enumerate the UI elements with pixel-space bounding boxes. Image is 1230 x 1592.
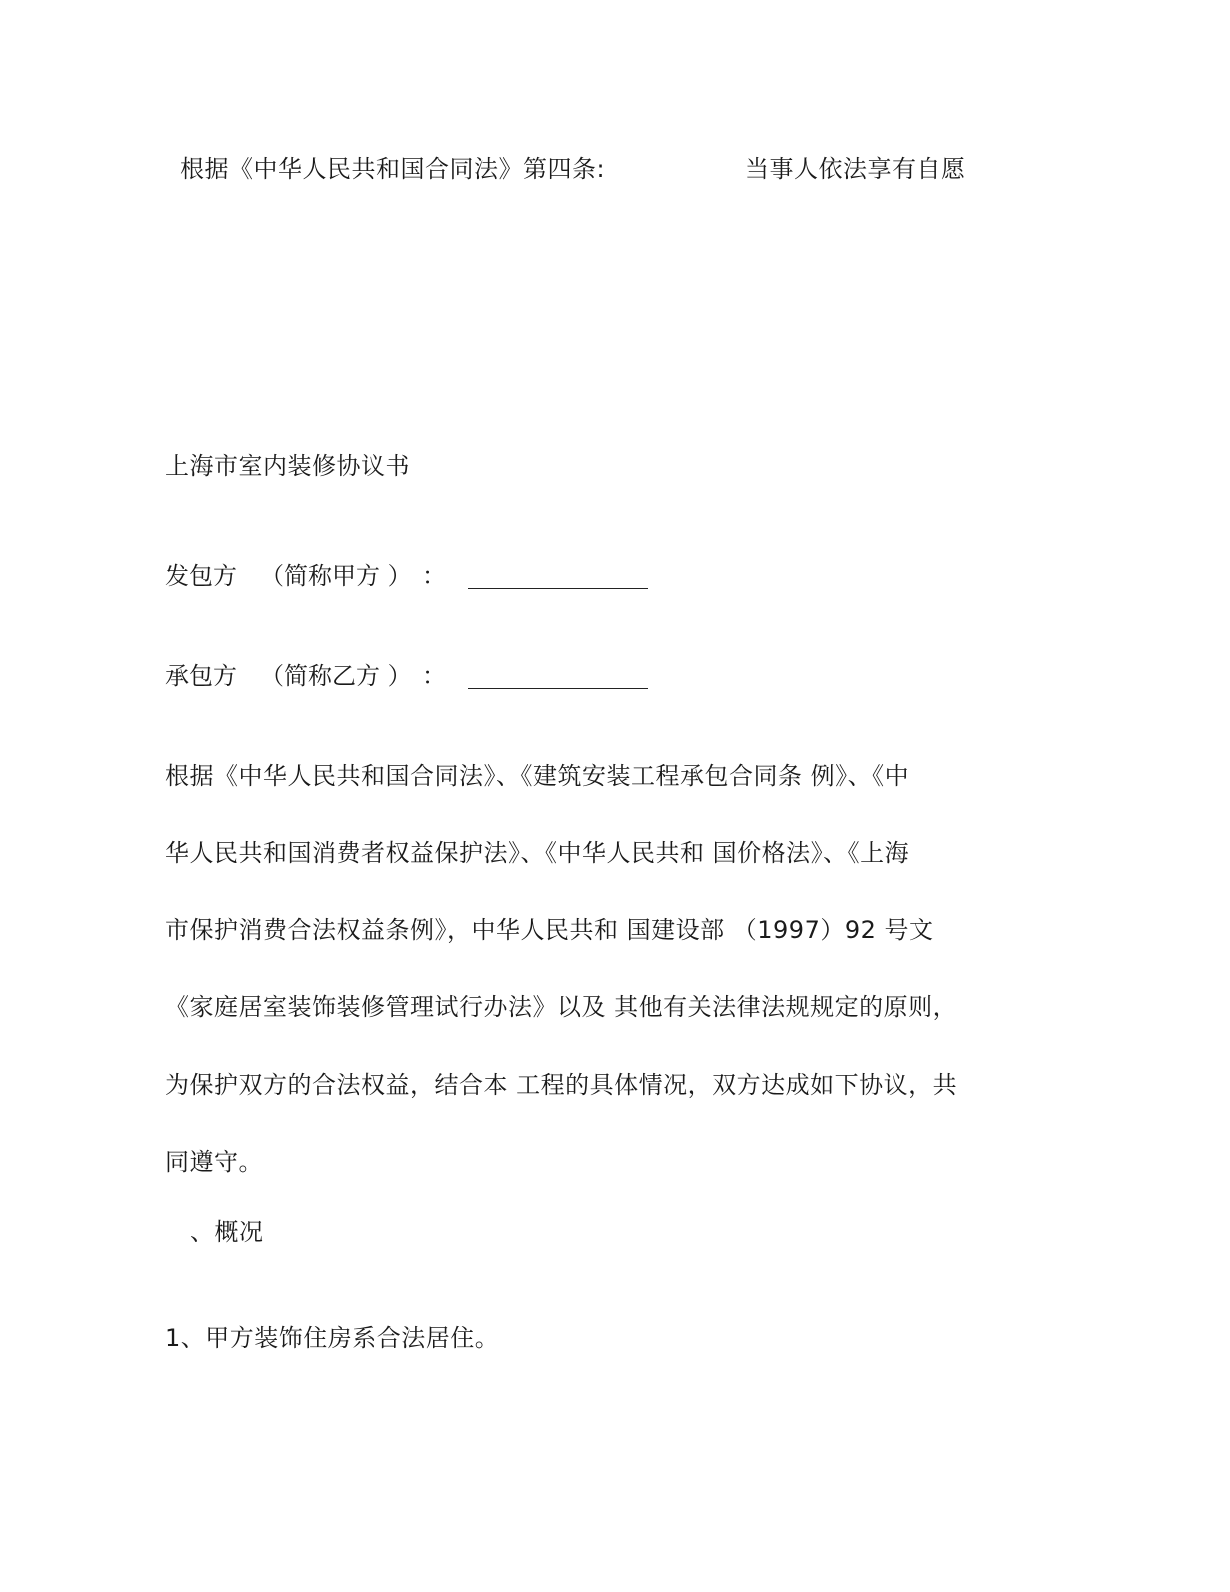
document-title: 上海市室内装修协议书	[165, 452, 410, 480]
paragraph-line: 《家庭居室装饰装修管理试行办法》以及 其他有关法律法规规定的原则，	[165, 993, 958, 1021]
section-heading: 、概况	[190, 1218, 264, 1246]
paragraph-line: 同遵守。	[165, 1148, 263, 1176]
paragraph-line: 市保护消费合法权益条例》，中华人民共和 国建设部 （1997）92 号文	[165, 916, 934, 944]
party-b-label: 承包方	[165, 662, 237, 690]
party-a-alias: （简称甲方 ）	[260, 562, 412, 590]
list-item: 1、甲方装饰住房系合法居住。	[165, 1324, 500, 1352]
paragraph-line: 华人民共和国消费者权益保护法》、《中华人民共和 国价格法》、《上海	[165, 839, 910, 867]
paragraph-line: 为保护双方的合法权益，结合本 工程的具体情况，双方达成如下协议，共	[165, 1071, 958, 1099]
party-b-colon: ：	[422, 662, 446, 690]
header-right-text: 当事人依法享有自愿	[745, 155, 966, 183]
party-a-colon: ：	[422, 562, 446, 590]
party-a-label: 发包方	[165, 562, 237, 590]
party-b-alias: （简称乙方 ）	[260, 662, 412, 690]
paragraph-line: 根据《中华人民共和国合同法》、《建筑安装工程承包合同条 例》、《中	[165, 762, 910, 790]
party-b-blank[interactable]	[468, 688, 648, 689]
party-a-blank[interactable]	[468, 588, 648, 589]
header-left-text: 根据《中华人民共和国合同法》第四条:	[180, 155, 606, 183]
